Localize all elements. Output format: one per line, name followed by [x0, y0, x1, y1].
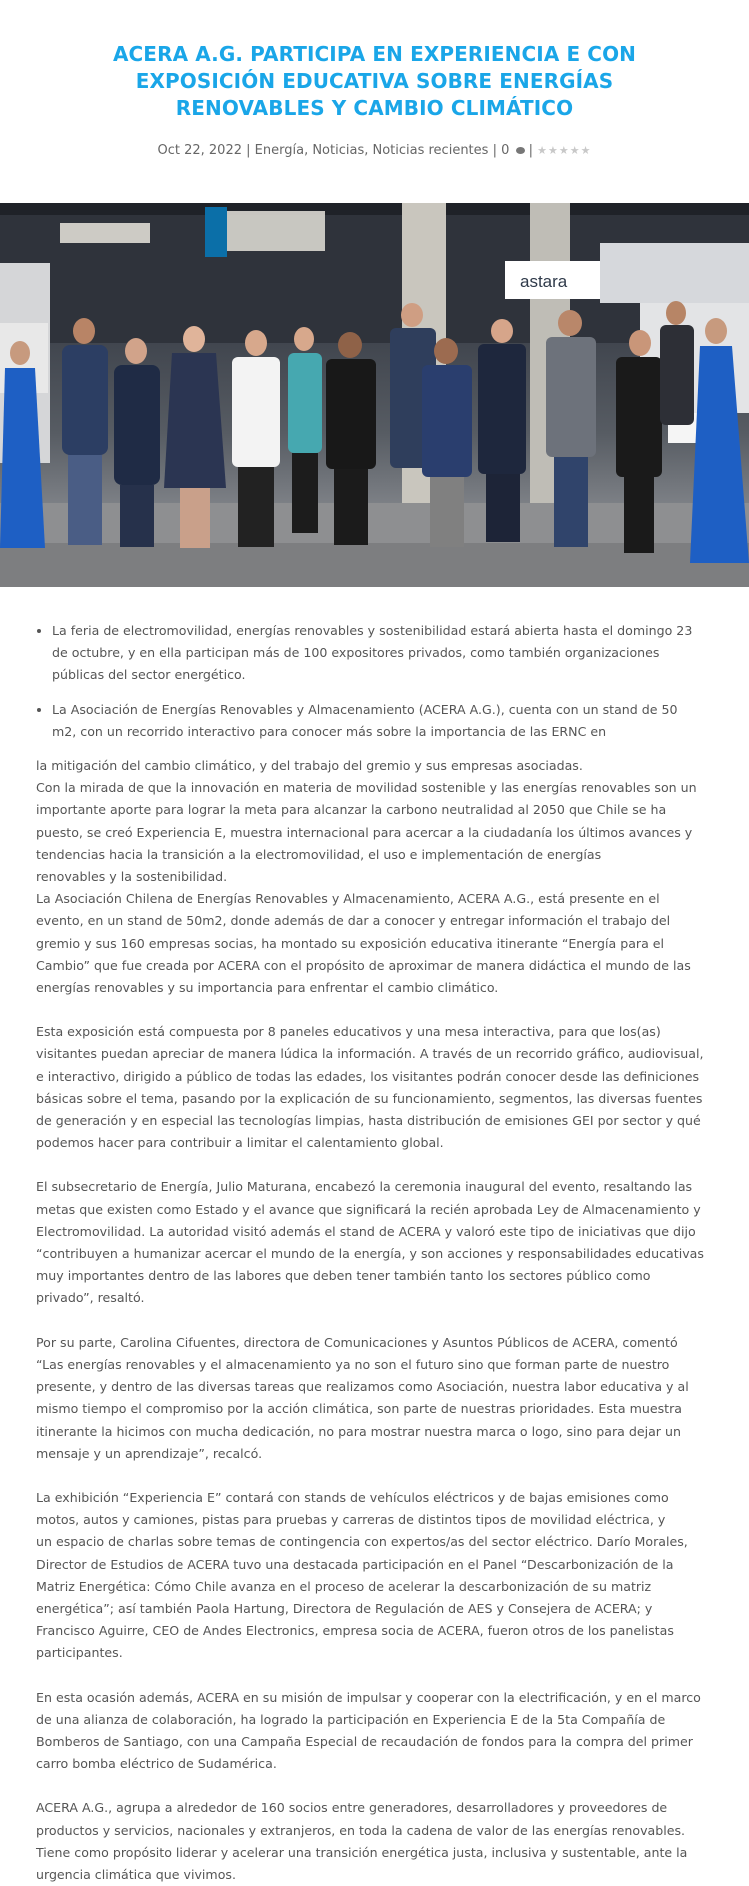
rating-stars: ★★★★★ — [537, 144, 592, 157]
paragraph: renovables y la sostenibilidad. — [36, 869, 228, 885]
list-item: • La feria de electromovilidad, energías renovables y sostenibilidad estará abierta hasta el domingo 23 de octubre, y en ella participan más de 100 expositores privados, como también organizaciones públicas del sector energético. — [52, 620, 704, 687]
post-header — [0, 0, 749, 160]
paragraph: Por su parte, Carolina Cifuentes, directora de Comunicaciones y Asuntos Públicos de ACERA, comentó “Las energías renovables y el almacenamiento ya no son el futuro sino que forman parte de nuestro presente, y dentro de las diversas tareas que realizamos como Asociación, nuestra labor educativa y al mismo tiempo el compromiso por la acción climática, son parte de nuestras prioridades. Esta muestra itinerante la hicimos con mucha dedicación, no para mostrar nuestra marca o logo, sino para dejar un mensaje y un aprendizaje”, recalcó. — [36, 1334, 689, 1461]
paragraph: En esta ocasión además, ACERA en su misión de impulsar y cooperar con la electrificación, y en el marco de una alianza de colaboración, ha logrado la participación en Experiencia E de la 5ta Compañía de Bomberos de Santiago, con una Campaña Especial de recaudación de fondos para la compra del primer carro bomba eléctrico de Sudamérica. — [36, 1689, 701, 1772]
list-item: • La Asociación de Energías Renovables y Almacenamiento (ACERA A.G.), cuenta con un stand de 50 m2, con un recorrido interactivo para conocer más sobre la importancia de las ERNC en — [52, 699, 704, 743]
screen-left — [60, 223, 150, 243]
category-link-noticias-recientes[interactable]: Noticias recientes — [372, 143, 489, 158]
hero-photo-illustration — [0, 203, 749, 587]
paragraph: ACERA A.G., agrupa a alrededor de 160 socios entre generadores, desarrolladores y proveedores de productos y servicios, nacionales y extranjeros, en toda la cadena de valor de las energías renovables. Tiene como propósito liderar y acelerar una transición energética justa, inclusiva y sustentable, ante la urgencia climática que vivimos. — [36, 1800, 688, 1882]
paragraph: un espacio de charlas sobre temas de contingencia con expertos/as del sector eléctrico. Darío Morales, Director de Estudios de ACERA tuvo una destacada participación en el Panel “Descarbonización de la Matriz Energética: Cómo Chile avanza en el proceso de acelerar la descarbonización de su matriz energética”; así también Paola Hartung, Directora de Regulación de AES y Consejera de ACERA; y Francisco Aguirre, CEO de Andes Electronics, empresa socia de ACERA, fueron otros de los panelistas participantes. — [36, 1534, 688, 1661]
comment-icon — [516, 147, 525, 154]
blue-pillar — [205, 207, 227, 257]
category-link-noticias[interactable]: Noticias — [312, 143, 365, 158]
screen-center — [215, 211, 325, 251]
post-meta: Oct 22, 2022 | Energía, Noticias, Noticias recientes | 0 | ★★★★★ — [157, 143, 592, 158]
paragraph: Con la mirada de que la innovación en materia de movilidad sostenible y las energías renovables son un importante aporte para lograr la meta para alcanzar la carbono neutralidad al 2050 que Chile se ha puesto, se creó Experiencia E, muestra internacional para acercar a la ciudadanía los últimos avances y tendencias hacia la transición a la electromovilidad, el uso e implementación de energías — [36, 780, 697, 862]
paragraph: La Asociación Chilena de Energías Renovables y Almacenamiento, ACERA A.G., está presente en el evento, en un stand de 50m2, donde además de dar a conocer y entregar información el trabajo del gremio y sus 160 empresas socias, ha montado su exposición educativa itinerante “Energía para el Cambio” que fue creada por ACERA con el propósito de aproximar de manera didáctica el mundo de las energías renovables y su importancia para enfrentar el cambio climático. — [36, 891, 691, 996]
hero-photo — [0, 203, 749, 587]
post-title: ACERA A.G. PARTICIPA EN EXPERIENCIA E CON EXPOSICIÓN EDUCATIVA SOBRE ENERGÍAS RENOVABLES Y CAMBIO CLIMÁTICO — [112, 42, 637, 120]
comments-link[interactable] — [501, 143, 524, 158]
paragraph: la mitigación del cambio climático, y del trabajo del gremio y sus empresas asociadas. — [36, 758, 583, 774]
category-link-energia[interactable]: Energía — [254, 143, 305, 158]
paragraph: La exhibición “Experiencia E” contará con stands de vehículos eléctricos y de bajas emisiones como motos, autos y camiones, pistas para pruebas y carreras de distintos tipos de movilidad eléctrica, y — [36, 1489, 669, 1528]
astara-sign-text: astara — [520, 272, 568, 291]
paragraph: El subsecretario de Energía, Julio Maturana, encabezó la ceremonia inaugural del evento, resaltando las metas que existen como Estado y el avance que significará la recién aprobada Ley de Almacenamiento y Electromovilidad. La autoridad visitó además el stand de ACERA y valoró este tipo de iniciativas que dijo “contribuyen a humanizar acercar el mundo de la energía, y son acciones y responsabilidades educativas muy importantes dentro de las labores que deben tener también tanto los sectores público como privado”, resaltó. — [36, 1179, 704, 1306]
paragraph: Esta exposición está compuesta por 8 paneles educativos y una mesa interactiva, para que los(as) visitantes puedan apreciar de manera lúdica la información. A través de un recorrido gráfico, audiovisual, e interactivo, dirigido a público de todas las edades, los visitantes podrán conocer desde las definiciones básicas sobre el tema, pasando por la explicación de su funcionamiento, segmentos, las diversas fuentes de generación y en especial las tecnologías limpias, hasta distribución de emisiones GEI por sector y qué podemos hacer para contribuir a limitar el calentamiento global. — [36, 1024, 704, 1151]
post-content — [36, 620, 704, 1886]
highlight-list — [36, 620, 704, 743]
comment-count: 0 — [501, 143, 510, 158]
post-date: Oct 22, 2022 — [157, 143, 242, 158]
